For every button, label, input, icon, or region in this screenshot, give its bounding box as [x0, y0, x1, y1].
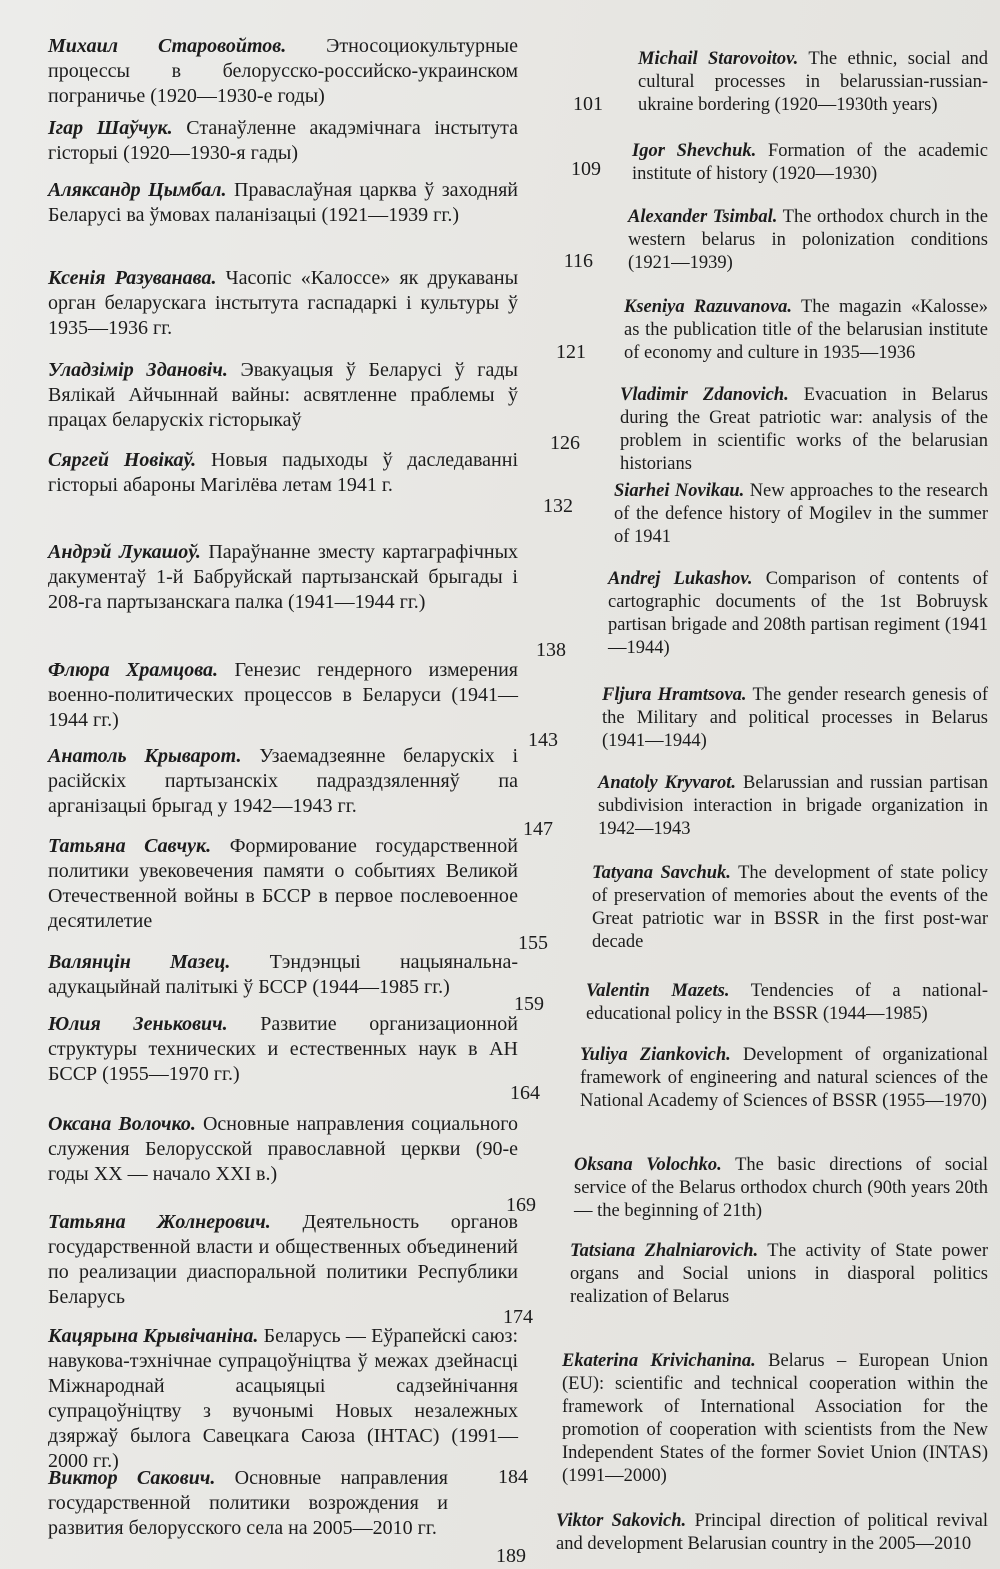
entry-title: Деятельность органов государственной власти и общественных объединений по реализации диаспоральной политики Республики Беларусь [48, 1211, 518, 1308]
entry-title: Belarus – European Union (EU): scientific and technical cooperation within the framework of International Association for the promotion of cooperation with scientists from the New Independent States of the former Soviet Union (INTAS) (1991—2000) [562, 1351, 988, 1486]
toc-entry [48, 540, 518, 615]
entry-author: Оксана Волочко. [48, 1113, 196, 1135]
entry-author: Tatsiana Zhalniarovich. [570, 1241, 759, 1261]
entry-title: Belarussian and russian partisan subdivision interaction in brigade organization in 1942—1943 [598, 773, 989, 839]
entry-title: Праваслаўная царква ў заходняй Беларусі ва ўмовах паланізацыі (1921—1939 гг.) [48, 179, 519, 226]
toc-entry [592, 862, 988, 954]
entry-title: The basic directions of social service of the Belarus orthodox church (90th years 20th — the beginning of 21th) [574, 1155, 988, 1221]
toc-entry [562, 1350, 988, 1488]
entry-author: Андрэй Лукашоў. [48, 541, 201, 563]
entry-author: Валянцін Мазец. [48, 951, 231, 973]
entry-author: Fljura Hramtsova. [602, 685, 747, 705]
contents-column-right [552, 0, 992, 1569]
entry-author: Ксенія Разуванава. [48, 267, 217, 289]
entry-title: Comparison of contents of cartographic documents of the 1st Bobruysk partisan brigade and 208th partisan regiment (1941—1944) [608, 569, 989, 658]
toc-entry [556, 1510, 988, 1556]
toc-entry [48, 1210, 518, 1310]
entry-author: Татьяна Савчук. [48, 835, 212, 857]
entry-author: Andrej Lukashov. [608, 569, 753, 589]
entry-author: Tatyana Savchuk. [592, 863, 731, 883]
toc-entry [48, 1112, 518, 1187]
entry-author: Siarhei Novikau. [614, 481, 745, 501]
entry-author: Anatoly Kryvarot. [598, 773, 737, 793]
toc-entry [48, 1324, 518, 1474]
entry-page-number: 143 [528, 729, 558, 751]
entry-title: Tendencies of a national-educational policy in the BSSR (1944—1985) [586, 981, 989, 1024]
toc-entry [48, 834, 518, 934]
toc-entry [48, 116, 518, 166]
entry-author: Alexander Tsimbal. [628, 207, 778, 227]
toc-entry [628, 206, 988, 275]
entry-author: Oksana Volochko. [574, 1155, 722, 1175]
entry-page-number: 174 [503, 1306, 533, 1328]
entry-title: Formation of the academic institute of history (1920—1930) [632, 141, 988, 184]
entry-title: Параўнанне зместу картаграфічных дакументаў 1-й Бабруйскай партызанскай брыгады і 208-га партызанскага палка (1941—1944 гг.) [48, 541, 519, 613]
entry-title: The magazin «Kalosse» as the publication title of the belarusian institute of economy and culture in 1935—1936 [624, 297, 988, 363]
toc-entry [620, 384, 988, 476]
entry-title: Основные направления социального служения Белорусской православной церкви (90-е годы XX — начало XXI в.) [48, 1113, 518, 1185]
entry-title: Development of organizational framework of engineering and natural sciences of the National Academy of Sciences of BSSR (1955—1970) [580, 1045, 989, 1111]
entry-author: Igor Shevchuk. [632, 141, 757, 161]
entry-page-number: 109 [571, 158, 601, 180]
entry-author: Viktor Sakovich. [556, 1511, 687, 1531]
toc-entry [586, 980, 988, 1026]
entry-title: Этносоциокультурные процессы в белорусско-российско-украинском пограничье (1920—1930-е годы) [48, 35, 518, 107]
entry-title: Беларусь — Еўрапейскі саюз: навукова-тэхнічнае супрацоўніцтва ў межах дзейнасці Міжнароднай асацыяцыі садзейнічання супрацоўніцтву з вучонымі Новых незалежных дзяржаў былога Савецкага Саюза (ІНТАС) (1991—2000 гг.) [48, 1325, 519, 1472]
entry-author: Kseniya Razuvanova. [624, 297, 793, 317]
entry-page-number: 101 [573, 93, 603, 115]
entry-author: Михаил Старовойтов. [48, 35, 287, 57]
entry-page-number: 164 [510, 1082, 540, 1104]
toc-entry [598, 772, 988, 841]
entry-author: Татьяна Жолнерович. [48, 1211, 271, 1233]
toc-entry [632, 140, 988, 186]
entry-author: Yuliya Ziankovich. [580, 1045, 731, 1065]
entry-title: Станаўленне акадэмічнага інстытута гісторыі (1920—1930-я гады) [48, 117, 518, 164]
entry-title: Основные направления государственной политики возрождения и развития белорусского села на 2005—2010 гг. [48, 1467, 449, 1539]
entry-title: The activity of State power organs and Social unions in diasporal politics realization of Belarus [570, 1241, 988, 1307]
entry-title: New approaches to the research of the defence history of Mogilev in the summer of 1941 [614, 481, 988, 547]
entry-author: Уладзімір Здановіч. [48, 359, 228, 381]
entry-title: Развитие организационной структуры технических и естественных наук в АН БССР (1955—1970 гг.) [48, 1013, 518, 1085]
toc-entry [48, 448, 518, 498]
entry-author: Vladimir Zdanovich. [620, 385, 789, 405]
entry-page-number: 159 [514, 993, 544, 1015]
entry-title: The gender research genesis of the Military and political processes in Belarus (1941—1944) [602, 685, 988, 751]
contents-column-left [48, 0, 603, 1569]
toc-entry [580, 1044, 988, 1113]
toc-entry [48, 658, 518, 733]
toc-entry [48, 950, 518, 1000]
entry-author: Флюра Храмцова. [48, 659, 219, 681]
toc-entry [570, 1240, 988, 1309]
toc-entry [48, 1466, 448, 1541]
toc-entry [602, 684, 988, 753]
entry-page-number: 155 [518, 932, 548, 954]
entry-page-number: 147 [523, 818, 553, 840]
entry-author: Ігар Шаўчук. [48, 117, 173, 139]
entry-page-number: 169 [506, 1194, 536, 1216]
toc-entry [48, 744, 518, 819]
entry-title: Узаемадзеянне беларускіх і расійскіх партызанскіх падраздзяленняў па арганізацыі брыгад у 1942—1943 гг. [48, 745, 518, 817]
entry-title: Эвакуацыя ў Беларусі ў гады Вялікай Айчыннай вайны: асвятленне праблемы ў працах беларускіх гісторыкаў [48, 359, 518, 431]
entry-page-number: 184 [498, 1466, 528, 1488]
entry-author: Michail Starovoitov. [638, 49, 799, 69]
toc-entry [48, 178, 518, 228]
entry-title: Evacuation in Belarus during the Great patriotic war: analysis of the problem in scientific works of the belarusian historians [620, 385, 988, 474]
entry-author: Кацярына Крывічаніна. [48, 1325, 259, 1347]
entry-page-number: 189 [496, 1545, 526, 1567]
entry-title: The ethnic, social and cultural processes in belarussian-russian-ukraine bordering (1920—1930th years) [638, 49, 989, 115]
toc-entry [48, 358, 518, 433]
entry-title: Principal direction of political revival and development Belarusian country in the 2005—2010 [556, 1511, 988, 1554]
entry-title: Новыя падыходы ў даследаванні гісторыі абароны Магілёва летам 1941 г. [48, 449, 518, 496]
toc-entry [624, 296, 988, 365]
entry-title: Формирование государственной политики увековечения памяти о событиях Великой Отечественной войны в БССР в первое послевоенное десятилетие [48, 835, 518, 932]
entry-page-number: 121 [556, 341, 586, 363]
toc-entry [608, 568, 988, 660]
entry-author: Сяргей Новікаў. [48, 449, 197, 471]
entry-author: Юлия Зенькович. [48, 1013, 228, 1035]
toc-entry [638, 48, 988, 117]
entry-title: The development of state policy of preservation of memories about the events of the Great patriotic war in BSSR in the first post-war decade [592, 863, 989, 952]
entry-title: Часопіс «Калоссе» як друкаваны орган беларускага інстытута гаспадаркі і культуры ў 1935—1936 гг. [48, 267, 518, 339]
toc-entry [48, 34, 518, 109]
entry-title: The orthodox church in the western belarus in polonization conditions (1921—1939) [628, 207, 988, 273]
entry-author: Ekaterina Krivichanina. [562, 1351, 756, 1371]
toc-entry [574, 1154, 988, 1223]
entry-title: Тэндэнцыі нацыянальна-адукацыйнай палітыкі ў БССР (1944—1985 гг.) [48, 951, 518, 998]
entry-author: Valentin Mazets. [586, 981, 730, 1001]
toc-entry [48, 266, 518, 341]
entry-author: Виктор Сакович. [48, 1467, 216, 1489]
entry-page-number: 132 [543, 495, 573, 517]
toc-entry [48, 1012, 518, 1087]
entry-author: Анатоль Крыварот. [48, 745, 242, 767]
entry-page-number: 138 [536, 639, 566, 661]
entry-page-number: 116 [563, 250, 593, 272]
entry-author: Аляксандр Цымбал. [48, 179, 227, 201]
toc-entry [614, 480, 988, 549]
entry-page-number: 126 [550, 432, 580, 454]
entry-title: Генезис гендерного измерения военно-политических процессов в Беларуси (1941—1944 гг.) [48, 659, 518, 731]
